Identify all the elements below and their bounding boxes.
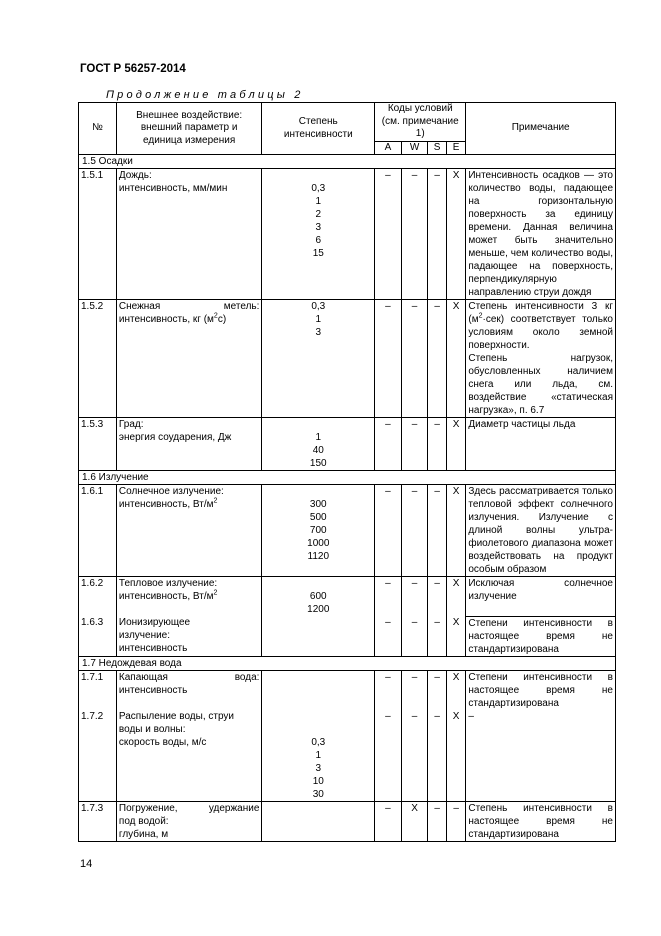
param-line bbox=[119, 498, 260, 511]
param-line: Дождь: bbox=[118, 170, 152, 181]
row-param bbox=[116, 801, 262, 841]
code-e: – bbox=[446, 801, 466, 841]
row-number: 1.5.2 bbox=[79, 300, 117, 418]
value: 1 bbox=[315, 196, 322, 207]
code-e: X bbox=[446, 169, 466, 300]
value: 2 bbox=[315, 209, 322, 220]
note-sup: 2 bbox=[478, 312, 483, 320]
row-note: – bbox=[466, 710, 616, 802]
code-w: – bbox=[401, 485, 428, 577]
table-row bbox=[79, 670, 616, 710]
param-line: излучение: bbox=[118, 630, 171, 641]
row-values bbox=[262, 577, 375, 617]
row-note: Степени интенсивности в настоящее время не стандартизирована bbox=[466, 616, 616, 656]
code-s: – bbox=[428, 300, 446, 418]
row-number: 1.7.1 bbox=[79, 670, 117, 710]
table-row bbox=[79, 801, 616, 841]
row-param bbox=[116, 710, 262, 802]
row-note: Степень интенсивности в настоящее время не стандартизирована bbox=[466, 801, 616, 841]
row-param bbox=[116, 418, 262, 471]
row-param: Капающая вода: интенсивность bbox=[116, 670, 262, 710]
param-line: Погружение, удержание bbox=[118, 802, 260, 814]
param-line: интенсивность, мм/мин bbox=[118, 183, 228, 194]
value: 3 bbox=[315, 762, 322, 774]
code-w: – bbox=[401, 418, 428, 471]
section-row bbox=[79, 656, 616, 670]
row-param bbox=[116, 485, 262, 577]
value: 1 bbox=[315, 749, 322, 761]
code-e: X bbox=[446, 710, 466, 802]
code-e: X bbox=[446, 485, 466, 577]
row-note: Степени интенсивности в настоящее время не стандартизирована bbox=[466, 670, 616, 710]
value: 500 bbox=[309, 512, 327, 523]
note-paragraph: Степень нагрузок, обусловленных наличием снега или льда, см. воздействие «статическая нагрузка», п. 6.7 bbox=[468, 353, 613, 416]
note-paragraph bbox=[468, 300, 613, 352]
param-sup: 2 bbox=[213, 497, 218, 505]
code-e: X bbox=[446, 670, 466, 710]
param-line: Солнечное излучение: bbox=[118, 486, 224, 497]
header-intensity bbox=[262, 103, 375, 155]
code-a: – bbox=[375, 670, 402, 710]
row-number: 1.5.3 bbox=[79, 418, 117, 471]
value: 1 bbox=[315, 432, 322, 443]
param-line: Град: bbox=[118, 419, 144, 430]
param-line: Распыление воды, струи bbox=[118, 710, 234, 722]
code-a: – bbox=[375, 300, 402, 418]
row-param bbox=[116, 300, 262, 418]
code-w: – bbox=[401, 577, 428, 617]
row-note: Диаметр частицы льда bbox=[466, 418, 616, 471]
code-s: – bbox=[428, 485, 446, 577]
row-values bbox=[262, 670, 375, 710]
table-row bbox=[79, 300, 616, 418]
code-a: – bbox=[375, 616, 402, 656]
table-row bbox=[79, 616, 616, 656]
code-e: X bbox=[446, 300, 466, 418]
param-line: скорость воды, м/с bbox=[118, 736, 207, 748]
value: 150 bbox=[309, 458, 327, 469]
code-s: – bbox=[428, 710, 446, 802]
table-row bbox=[79, 485, 616, 577]
note-text: ·сек) соответствует только условиям около земной поверхности. bbox=[468, 314, 613, 351]
table-row bbox=[79, 710, 616, 802]
value: 6 bbox=[315, 235, 322, 246]
row-values bbox=[262, 801, 375, 841]
conditions-table bbox=[78, 102, 616, 842]
param-line: интенсивность bbox=[118, 643, 188, 654]
param-line: воды и волны: bbox=[118, 723, 186, 735]
code-w: – bbox=[401, 616, 428, 656]
header-code-a: A bbox=[375, 141, 402, 155]
param-text: с) bbox=[217, 314, 227, 325]
value: 3 bbox=[315, 327, 322, 338]
value: 3 bbox=[315, 222, 322, 233]
code-e: X bbox=[446, 616, 466, 656]
note-text: Степень интенсивности 3 кг (м bbox=[468, 301, 613, 325]
header-codes-line: (см. примечание 1) bbox=[381, 115, 459, 139]
header-intensity-line: Степень bbox=[298, 116, 338, 127]
param-line: Ионизирующее bbox=[118, 617, 191, 628]
table-row bbox=[79, 169, 616, 300]
code-s: – bbox=[428, 169, 446, 300]
param-text: интенсивность, Вт/м bbox=[118, 591, 214, 602]
value: 1000 bbox=[307, 538, 330, 549]
header-code-e: E bbox=[446, 141, 466, 155]
section-row bbox=[79, 471, 616, 485]
header-codes-group bbox=[375, 103, 466, 142]
code-w: – bbox=[401, 670, 428, 710]
param-sup: 2 bbox=[213, 312, 218, 320]
header-param-line: внешний параметр и bbox=[140, 122, 238, 134]
param-text: интенсивность, Вт/м bbox=[118, 499, 214, 510]
value: 1120 bbox=[307, 551, 330, 562]
code-a: – bbox=[375, 710, 402, 802]
param-line: под водой: bbox=[118, 815, 169, 827]
row-number: 1.6.2 bbox=[79, 577, 117, 617]
code-w: X bbox=[401, 801, 428, 841]
row-number: 1.5.1 bbox=[79, 169, 117, 300]
param-line: глубина, м bbox=[118, 828, 169, 840]
value: 15 bbox=[312, 248, 324, 259]
header-intensity-line: интенсивности bbox=[283, 128, 353, 140]
row-param bbox=[116, 169, 262, 300]
value: 10 bbox=[312, 775, 324, 787]
value: 600 bbox=[309, 591, 327, 602]
header-note: Примечание bbox=[466, 103, 616, 155]
param-line: Тепловое излучение: bbox=[118, 578, 218, 589]
code-a: – bbox=[375, 577, 402, 617]
header-param-line: Внешнее воздействие: bbox=[136, 109, 243, 121]
row-note: Здесь рассматривается только тепловой эффект солнечного излучения. Излучение с длиной волны ультра-фиолетового диапазона может воздействовать на продукт особым образом bbox=[466, 485, 616, 577]
table-row bbox=[79, 418, 616, 471]
row-param bbox=[116, 616, 262, 656]
row-number: 1.7.3 bbox=[79, 801, 117, 841]
section-title: 1.7 Недождевая вода bbox=[79, 656, 616, 670]
value: 30 bbox=[312, 788, 324, 800]
header-code-s: S bbox=[428, 141, 446, 155]
header-code-w: W bbox=[401, 141, 428, 155]
code-a: – bbox=[375, 801, 402, 841]
header-row bbox=[79, 103, 616, 142]
row-note bbox=[466, 300, 616, 418]
code-w: – bbox=[401, 169, 428, 300]
value: 40 bbox=[312, 445, 324, 456]
value: 300 bbox=[309, 499, 327, 510]
value: 0,3 bbox=[311, 736, 326, 748]
row-note: Исключая солнечное излучение bbox=[466, 577, 616, 617]
page-number: 14 bbox=[80, 858, 93, 870]
header-codes-line: Коды условий bbox=[387, 103, 453, 114]
code-w: – bbox=[401, 710, 428, 802]
row-values bbox=[262, 300, 375, 418]
section-row bbox=[79, 155, 616, 169]
table-continuation-caption: Продолжение таблицы 2 bbox=[106, 89, 304, 101]
code-s: – bbox=[428, 670, 446, 710]
code-s: – bbox=[428, 801, 446, 841]
code-s: – bbox=[428, 616, 446, 656]
param-line bbox=[119, 590, 260, 603]
table-row bbox=[79, 577, 616, 617]
header-no: № bbox=[79, 103, 117, 155]
value: 1200 bbox=[307, 604, 330, 615]
param-text: интенсивность, кг (м bbox=[118, 314, 214, 325]
value: 700 bbox=[309, 525, 327, 536]
section-title: 1.6 Излучение bbox=[79, 471, 616, 485]
row-values bbox=[262, 710, 375, 802]
value: 1 bbox=[315, 314, 322, 325]
row-values bbox=[262, 169, 375, 300]
row-number: 1.6.3 bbox=[79, 616, 117, 656]
row-values bbox=[262, 485, 375, 577]
row-values bbox=[262, 616, 375, 656]
code-a: – bbox=[375, 485, 402, 577]
code-a: – bbox=[375, 418, 402, 471]
param-line: энергия соударения, Дж bbox=[118, 432, 232, 443]
document-header: ГОСТ Р 56257-2014 bbox=[80, 63, 186, 75]
code-e: X bbox=[446, 577, 466, 617]
param-sup: 2 bbox=[213, 589, 218, 597]
row-number: 1.6.1 bbox=[79, 485, 117, 577]
param-line: Снежная метель: bbox=[118, 301, 260, 312]
param-line bbox=[119, 313, 260, 326]
row-note: Интенсивность осадков — это количество воды, падающее на горизонтальную поверхность за единицу времени. Данная величина может быть значительно меньше, чем количество воды, падающее на поверхность, перпендикулярную направлению струи дождя bbox=[466, 169, 616, 300]
value: 0,3 bbox=[311, 301, 326, 312]
row-param bbox=[116, 577, 262, 617]
header-param bbox=[116, 103, 262, 155]
code-s: – bbox=[428, 577, 446, 617]
row-number: 1.7.2 bbox=[79, 710, 117, 802]
header-param-line: единица измерения bbox=[143, 134, 236, 146]
code-a: – bbox=[375, 169, 402, 300]
code-w: – bbox=[401, 300, 428, 418]
section-title: 1.5 Осадки bbox=[79, 155, 616, 169]
row-values bbox=[262, 418, 375, 471]
value: 0,3 bbox=[311, 183, 326, 194]
code-e: X bbox=[446, 418, 466, 471]
code-s: – bbox=[428, 418, 446, 471]
